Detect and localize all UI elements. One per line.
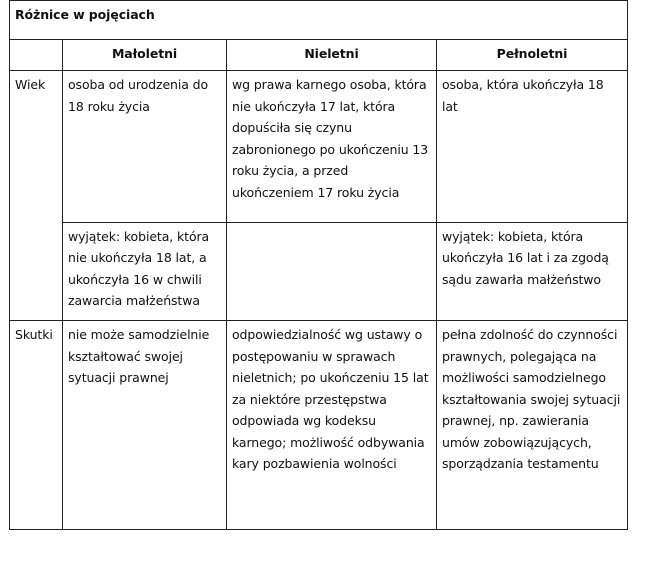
title-row (10, 1, 628, 40)
cell-skutki-pelnoletni: pełna zdolność do czynności prawnych, polegająca na możliwości samodzielnego kształtowania swojej sytuacji prawnej, np. zawierania umów zobowiązujących, sporządzania testamentu (437, 321, 628, 530)
header-nieletni: Nieletni (227, 39, 437, 71)
header-empty (10, 39, 63, 71)
cell-wiek-pelnoletni: osoba, która ukończyła 18 lat (437, 71, 628, 223)
table-row (10, 71, 628, 223)
row-label-skutki: Skutki (10, 321, 63, 530)
comparison-table (9, 0, 628, 530)
cell-skutki-maloletni: nie może samodzielnie kształtować swojej sytuacji prawnej (63, 321, 227, 530)
table-title: Różnice w pojęciach (10, 1, 628, 40)
header-pelnoletni: Pełnoletni (437, 39, 628, 71)
cell-wyjatek-nieletni (227, 222, 437, 321)
header-row (10, 39, 628, 71)
cell-wiek-maloletni: osoba od urodzenia do 18 roku życia (63, 71, 227, 223)
table-row (10, 222, 628, 321)
cell-wiek-nieletni: wg prawa karnego osoba, która nie ukończyła 17 lat, która dopuściła się czynu zabronionego po ukończeniu 13 roku życia, a przed ukończeniem 17 roku życia (227, 71, 437, 223)
header-maloletni: Małoletni (63, 39, 227, 71)
cell-skutki-nieletni: odpowiedzialność wg ustawy o postępowaniu w sprawach nieletnich; po ukończeniu 15 lat za niektóre przestępstwa odpowiada wg kodeksu karnego; możliwość odbywania kary pozbawienia wolności (227, 321, 437, 530)
cell-wyjatek-pelnoletni: wyjątek: kobieta, która ukończyła 16 lat i za zgodą sądu zawarła małżeństwo (437, 222, 628, 321)
cell-wyjatek-maloletni: wyjątek: kobieta, która nie ukończyła 18 lat, a ukończyła 16 w chwili zawarcia małżeństwa (63, 222, 227, 321)
row-label-wiek: Wiek (10, 71, 63, 321)
table-row (10, 321, 628, 530)
